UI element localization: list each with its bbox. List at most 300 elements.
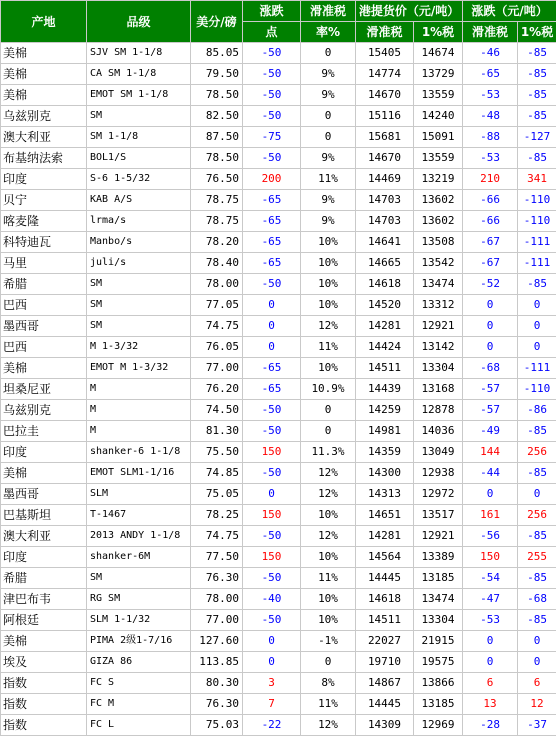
cell-change: -22 — [243, 715, 301, 736]
cell-one-percent-price: 21915 — [414, 631, 463, 652]
table-row — [1, 610, 556, 631]
cell-price: 76.30 — [191, 694, 243, 715]
cell-grade: EMOT M 1-3/32 — [87, 358, 191, 379]
cell-price: 78.75 — [191, 190, 243, 211]
cell-one-percent-change: -85 — [518, 274, 556, 295]
cell-sliding-tax-change: -56 — [463, 526, 518, 547]
cell-origin: 阿根廷 — [1, 610, 87, 631]
cell-price: 82.50 — [191, 106, 243, 127]
cell-price: 76.30 — [191, 568, 243, 589]
table-header — [1, 1, 556, 43]
cell-tariff: 10% — [301, 589, 356, 610]
cell-tariff: 0 — [301, 400, 356, 421]
cell-price: 74.85 — [191, 463, 243, 484]
cell-one-percent-price: 12938 — [414, 463, 463, 484]
cell-one-percent-change: -111 — [518, 358, 556, 379]
cell-sliding-tax-price: 15681 — [356, 127, 414, 148]
table-row — [1, 568, 556, 589]
cell-sliding-tax-price: 15116 — [356, 106, 414, 127]
cell-sliding-tax-price: 14774 — [356, 64, 414, 85]
cell-change: -50 — [243, 85, 301, 106]
table-row — [1, 127, 556, 148]
cell-grade: BOL1/S — [87, 148, 191, 169]
cell-grade: CA SM 1-1/8 — [87, 64, 191, 85]
cell-grade: SM — [87, 274, 191, 295]
table-row — [1, 673, 556, 694]
cell-one-percent-price: 13602 — [414, 190, 463, 211]
cell-origin: 希腊 — [1, 568, 87, 589]
cell-sliding-tax-change: 0 — [463, 631, 518, 652]
cell-change: -50 — [243, 274, 301, 295]
cell-tariff: 12% — [301, 484, 356, 505]
cell-price: 80.30 — [191, 673, 243, 694]
cell-one-percent-price: 12921 — [414, 526, 463, 547]
cell-tariff: 0 — [301, 43, 356, 64]
cell-change: -65 — [243, 253, 301, 274]
cell-tariff: 10% — [301, 505, 356, 526]
cell-one-percent-price: 13304 — [414, 358, 463, 379]
header-tariff: 滑准税 — [301, 1, 356, 22]
cell-sliding-tax-change: -52 — [463, 274, 518, 295]
cell-one-percent-change: -127 — [518, 127, 556, 148]
cell-one-percent-price: 14036 — [414, 421, 463, 442]
table-row — [1, 694, 556, 715]
cell-grade: KAB A/S — [87, 190, 191, 211]
cell-price: 74.75 — [191, 316, 243, 337]
cell-sliding-tax-price: 14281 — [356, 316, 414, 337]
cell-price: 78.75 — [191, 211, 243, 232]
cell-change: 200 — [243, 169, 301, 190]
table-row — [1, 337, 556, 358]
cell-sliding-tax-change: -53 — [463, 85, 518, 106]
cell-one-percent-change: -85 — [518, 526, 556, 547]
cell-change: 150 — [243, 442, 301, 463]
cell-change: 0 — [243, 337, 301, 358]
cell-one-percent-price: 13559 — [414, 85, 463, 106]
cell-one-percent-price: 13049 — [414, 442, 463, 463]
table-row — [1, 589, 556, 610]
cell-one-percent-price: 12878 — [414, 400, 463, 421]
cell-origin: 澳大利亚 — [1, 127, 87, 148]
cell-one-percent-change: -110 — [518, 211, 556, 232]
cell-grade: FC L — [87, 715, 191, 736]
cell-one-percent-change: 341 — [518, 169, 556, 190]
cell-grade: SM — [87, 316, 191, 337]
cell-tariff: 10% — [301, 232, 356, 253]
cell-change: 150 — [243, 547, 301, 568]
cell-one-percent-price: 12972 — [414, 484, 463, 505]
cell-grade: M 1-3/32 — [87, 337, 191, 358]
cell-sliding-tax-change: -46 — [463, 43, 518, 64]
cell-price: 78.25 — [191, 505, 243, 526]
cell-one-percent-price: 13185 — [414, 694, 463, 715]
cell-change: -50 — [243, 463, 301, 484]
cell-tariff: 10% — [301, 358, 356, 379]
cell-price: 75.05 — [191, 484, 243, 505]
cell-tariff: 12% — [301, 316, 356, 337]
cell-sliding-tax-price: 14300 — [356, 463, 414, 484]
table-row — [1, 274, 556, 295]
cell-grade: FC M — [87, 694, 191, 715]
cell-origin: 美棉 — [1, 358, 87, 379]
cell-grade: juli/s — [87, 253, 191, 274]
cell-change: 3 — [243, 673, 301, 694]
cell-origin: 埃及 — [1, 652, 87, 673]
cell-origin: 指数 — [1, 673, 87, 694]
table-row — [1, 316, 556, 337]
cell-price: 78.40 — [191, 253, 243, 274]
cell-one-percent-price: 13185 — [414, 568, 463, 589]
cell-origin: 布基纳法索 — [1, 148, 87, 169]
cell-tariff: 12% — [301, 463, 356, 484]
cell-price: 75.03 — [191, 715, 243, 736]
cell-one-percent-price: 14240 — [414, 106, 463, 127]
cell-price: 74.75 — [191, 526, 243, 547]
cell-origin: 科特迪瓦 — [1, 232, 87, 253]
header-change-points: 点 — [243, 22, 301, 43]
cell-sliding-tax-change: 144 — [463, 442, 518, 463]
cell-one-percent-price: 14674 — [414, 43, 463, 64]
cell-price: 77.50 — [191, 547, 243, 568]
cell-one-percent-change: -85 — [518, 148, 556, 169]
cell-price: 78.50 — [191, 148, 243, 169]
cell-sliding-tax-price: 14520 — [356, 295, 414, 316]
cell-grade: EMOT SM 1-1/8 — [87, 85, 191, 106]
cell-sliding-tax-change: -66 — [463, 190, 518, 211]
cell-sliding-tax-change: -57 — [463, 400, 518, 421]
cell-one-percent-change: -110 — [518, 190, 556, 211]
header-sliding-tax: 滑准税 — [356, 22, 414, 43]
cell-change: -50 — [243, 43, 301, 64]
header-one-percent: 1%税 — [414, 22, 463, 43]
cell-grade: SM — [87, 106, 191, 127]
cell-price: 78.00 — [191, 274, 243, 295]
cell-price: 85.05 — [191, 43, 243, 64]
header-grade: 品级 — [87, 1, 191, 43]
cell-price: 76.20 — [191, 379, 243, 400]
table-row — [1, 148, 556, 169]
cell-sliding-tax-change: 6 — [463, 673, 518, 694]
cell-grade: SM 1-1/8 — [87, 127, 191, 148]
cell-sliding-tax-change: -48 — [463, 106, 518, 127]
cell-change: 0 — [243, 631, 301, 652]
cell-grade: SM — [87, 295, 191, 316]
cell-one-percent-change: -85 — [518, 64, 556, 85]
table-row — [1, 715, 556, 736]
table-row — [1, 526, 556, 547]
table-row — [1, 169, 556, 190]
cell-sliding-tax-price: 14618 — [356, 589, 414, 610]
cell-one-percent-change: -85 — [518, 85, 556, 106]
cell-change: -65 — [243, 379, 301, 400]
cell-origin: 乌兹别克 — [1, 106, 87, 127]
table-row — [1, 85, 556, 106]
cell-one-percent-price: 13474 — [414, 589, 463, 610]
cell-sliding-tax-change: -54 — [463, 568, 518, 589]
table-row — [1, 442, 556, 463]
table-row — [1, 43, 556, 64]
cell-tariff: 12% — [301, 715, 356, 736]
cell-tariff: 0 — [301, 652, 356, 673]
cell-one-percent-price: 12969 — [414, 715, 463, 736]
cell-tariff: 9% — [301, 148, 356, 169]
table-row — [1, 421, 556, 442]
cell-grade: T-1467 — [87, 505, 191, 526]
cell-one-percent-price: 13602 — [414, 211, 463, 232]
cell-origin: 指数 — [1, 694, 87, 715]
cell-change: -40 — [243, 589, 301, 610]
cell-sliding-tax-change: 13 — [463, 694, 518, 715]
cell-sliding-tax-change: -65 — [463, 64, 518, 85]
cell-tariff: 11% — [301, 169, 356, 190]
cell-sliding-tax-price: 14469 — [356, 169, 414, 190]
cell-one-percent-price: 13474 — [414, 274, 463, 295]
cell-sliding-tax-price: 14651 — [356, 505, 414, 526]
cell-sliding-tax-change: -53 — [463, 148, 518, 169]
table-row — [1, 253, 556, 274]
cell-grade: lrma/s — [87, 211, 191, 232]
cell-sliding-tax-price: 14564 — [356, 547, 414, 568]
cell-one-percent-price: 13389 — [414, 547, 463, 568]
cell-tariff: 0 — [301, 127, 356, 148]
cell-change: -50 — [243, 526, 301, 547]
table-row — [1, 64, 556, 85]
cell-one-percent-price: 13312 — [414, 295, 463, 316]
cell-origin: 乌兹别克 — [1, 400, 87, 421]
cell-sliding-tax-change: 0 — [463, 484, 518, 505]
cell-origin: 墨西哥 — [1, 316, 87, 337]
cell-sliding-tax-price: 14511 — [356, 610, 414, 631]
cell-tariff: 9% — [301, 64, 356, 85]
cell-tariff: 12% — [301, 526, 356, 547]
cell-one-percent-change: 0 — [518, 631, 556, 652]
cell-sliding-tax-price: 14670 — [356, 148, 414, 169]
cell-one-percent-price: 13508 — [414, 232, 463, 253]
cell-grade: PIMA 2级1-7/16 — [87, 631, 191, 652]
cell-sliding-tax-price: 22027 — [356, 631, 414, 652]
table-row — [1, 106, 556, 127]
cell-sliding-tax-price: 14424 — [356, 337, 414, 358]
table-row — [1, 190, 556, 211]
cell-sliding-tax-change: -28 — [463, 715, 518, 736]
cell-change: -65 — [243, 211, 301, 232]
cell-one-percent-change: 0 — [518, 652, 556, 673]
cell-origin: 美棉 — [1, 43, 87, 64]
cell-one-percent-change: 255 — [518, 547, 556, 568]
cell-change: 150 — [243, 505, 301, 526]
cell-origin: 巴基斯坦 — [1, 505, 87, 526]
cell-one-percent-change: 256 — [518, 442, 556, 463]
cell-grade: SJV SM 1-1/8 — [87, 43, 191, 64]
cell-one-percent-change: 256 — [518, 505, 556, 526]
cell-grade: Manbo/s — [87, 232, 191, 253]
cell-change: 0 — [243, 652, 301, 673]
cell-one-percent-change: 0 — [518, 484, 556, 505]
cell-one-percent-price: 19575 — [414, 652, 463, 673]
cell-tariff: 10.9% — [301, 379, 356, 400]
cell-sliding-tax-price: 19710 — [356, 652, 414, 673]
cell-sliding-tax-change: -67 — [463, 232, 518, 253]
header-tariff-rate: 率% — [301, 22, 356, 43]
cell-sliding-tax-price: 14703 — [356, 190, 414, 211]
cell-one-percent-change: 12 — [518, 694, 556, 715]
cell-tariff: 10% — [301, 274, 356, 295]
cell-sliding-tax-change: 210 — [463, 169, 518, 190]
cell-change: -50 — [243, 421, 301, 442]
cell-change: 0 — [243, 316, 301, 337]
cell-sliding-tax-change: -68 — [463, 358, 518, 379]
cell-origin: 印度 — [1, 169, 87, 190]
cell-one-percent-change: -85 — [518, 421, 556, 442]
cell-one-percent-change: 0 — [518, 316, 556, 337]
cell-origin: 津巴布韦 — [1, 589, 87, 610]
cell-grade: GIZA 86 — [87, 652, 191, 673]
cell-change: -50 — [243, 64, 301, 85]
cell-sliding-tax-change: 0 — [463, 652, 518, 673]
cell-one-percent-change: -85 — [518, 463, 556, 484]
cell-change: -50 — [243, 148, 301, 169]
cell-change: 0 — [243, 295, 301, 316]
header-one-percent-change: 1%税 — [518, 22, 556, 43]
cell-one-percent-change: -85 — [518, 610, 556, 631]
cell-sliding-tax-change: -66 — [463, 211, 518, 232]
cell-one-percent-price: 13219 — [414, 169, 463, 190]
table-row — [1, 505, 556, 526]
cell-sliding-tax-price: 14439 — [356, 379, 414, 400]
cell-origin: 坦桑尼亚 — [1, 379, 87, 400]
cell-sliding-tax-change: -47 — [463, 589, 518, 610]
cell-grade: S-6 1-5/32 — [87, 169, 191, 190]
cell-origin: 希腊 — [1, 274, 87, 295]
cell-origin: 印度 — [1, 442, 87, 463]
cell-grade: M — [87, 379, 191, 400]
cell-tariff: 10% — [301, 295, 356, 316]
table-row — [1, 379, 556, 400]
table-body — [1, 43, 556, 736]
cell-one-percent-change: -85 — [518, 568, 556, 589]
cell-sliding-tax-price: 14359 — [356, 442, 414, 463]
cell-one-percent-change: -86 — [518, 400, 556, 421]
cell-origin: 美棉 — [1, 64, 87, 85]
cell-grade: RG SM — [87, 589, 191, 610]
cell-origin: 马里 — [1, 253, 87, 274]
cell-sliding-tax-change: 0 — [463, 295, 518, 316]
cell-grade: SM — [87, 568, 191, 589]
cell-price: 127.60 — [191, 631, 243, 652]
table-row — [1, 211, 556, 232]
cell-one-percent-price: 12921 — [414, 316, 463, 337]
cell-grade: 2013 ANDY 1-1/8 — [87, 526, 191, 547]
cell-origin: 美棉 — [1, 85, 87, 106]
cell-sliding-tax-price: 14670 — [356, 85, 414, 106]
cell-sliding-tax-price: 14445 — [356, 694, 414, 715]
cell-price: 77.00 — [191, 610, 243, 631]
cell-one-percent-change: 0 — [518, 337, 556, 358]
cell-sliding-tax-change: 0 — [463, 337, 518, 358]
table-row — [1, 400, 556, 421]
cell-change: -50 — [243, 568, 301, 589]
cell-one-percent-change: 6 — [518, 673, 556, 694]
cell-one-percent-change: -111 — [518, 253, 556, 274]
cell-origin: 墨西哥 — [1, 484, 87, 505]
cell-sliding-tax-price: 14281 — [356, 526, 414, 547]
cell-price: 78.20 — [191, 232, 243, 253]
cell-one-percent-price: 13542 — [414, 253, 463, 274]
cell-origin: 美棉 — [1, 463, 87, 484]
cell-one-percent-change: -85 — [518, 106, 556, 127]
header-price: 美分/磅 — [191, 1, 243, 43]
cell-change: -65 — [243, 190, 301, 211]
cell-one-percent-price: 13559 — [414, 148, 463, 169]
cell-origin: 美棉 — [1, 631, 87, 652]
cell-price: 78.50 — [191, 85, 243, 106]
cell-tariff: 9% — [301, 211, 356, 232]
cell-grade: M — [87, 421, 191, 442]
cell-sliding-tax-price: 14867 — [356, 673, 414, 694]
table-row — [1, 232, 556, 253]
cell-price: 78.00 — [191, 589, 243, 610]
cell-one-percent-change: -85 — [518, 43, 556, 64]
header-origin: 产地 — [1, 1, 87, 43]
cell-one-percent-price: 13304 — [414, 610, 463, 631]
cell-one-percent-price: 13729 — [414, 64, 463, 85]
cell-sliding-tax-price: 14703 — [356, 211, 414, 232]
cell-grade: M — [87, 400, 191, 421]
table-row — [1, 652, 556, 673]
cell-origin: 印度 — [1, 547, 87, 568]
cell-price: 76.50 — [191, 169, 243, 190]
cell-one-percent-price: 13517 — [414, 505, 463, 526]
cell-grade: SLM — [87, 484, 191, 505]
cell-sliding-tax-price: 14981 — [356, 421, 414, 442]
cell-price: 87.50 — [191, 127, 243, 148]
cell-sliding-tax-change: 0 — [463, 316, 518, 337]
cell-tariff: 10% — [301, 253, 356, 274]
cell-tariff: 11.3% — [301, 442, 356, 463]
cell-price: 77.00 — [191, 358, 243, 379]
cell-tariff: 11% — [301, 337, 356, 358]
cell-grade: shanker-6 1-1/8 — [87, 442, 191, 463]
header-port-price: 港提货价（元/吨） — [356, 1, 463, 22]
cell-sliding-tax-price: 14618 — [356, 274, 414, 295]
table-row — [1, 295, 556, 316]
cell-tariff: 10% — [301, 610, 356, 631]
cell-sliding-tax-change: -49 — [463, 421, 518, 442]
cell-change: -75 — [243, 127, 301, 148]
cell-one-percent-change: -110 — [518, 379, 556, 400]
cell-one-percent-price: 13866 — [414, 673, 463, 694]
cell-change: -50 — [243, 400, 301, 421]
cell-sliding-tax-price: 14511 — [356, 358, 414, 379]
cell-tariff: 9% — [301, 190, 356, 211]
table-row — [1, 484, 556, 505]
cell-origin: 巴西 — [1, 337, 87, 358]
cell-sliding-tax-change: -57 — [463, 379, 518, 400]
cell-price: 74.50 — [191, 400, 243, 421]
cell-origin: 指数 — [1, 715, 87, 736]
cell-sliding-tax-price: 14665 — [356, 253, 414, 274]
cell-sliding-tax-change: 161 — [463, 505, 518, 526]
cell-origin: 澳大利亚 — [1, 526, 87, 547]
cell-price: 76.05 — [191, 337, 243, 358]
header-sliding-tax-change: 滑准税 — [463, 22, 518, 43]
cell-sliding-tax-price: 14313 — [356, 484, 414, 505]
table-row — [1, 547, 556, 568]
cell-one-percent-change: -68 — [518, 589, 556, 610]
cell-one-percent-change: 0 — [518, 295, 556, 316]
cell-change: -50 — [243, 106, 301, 127]
cell-sliding-tax-price: 14445 — [356, 568, 414, 589]
